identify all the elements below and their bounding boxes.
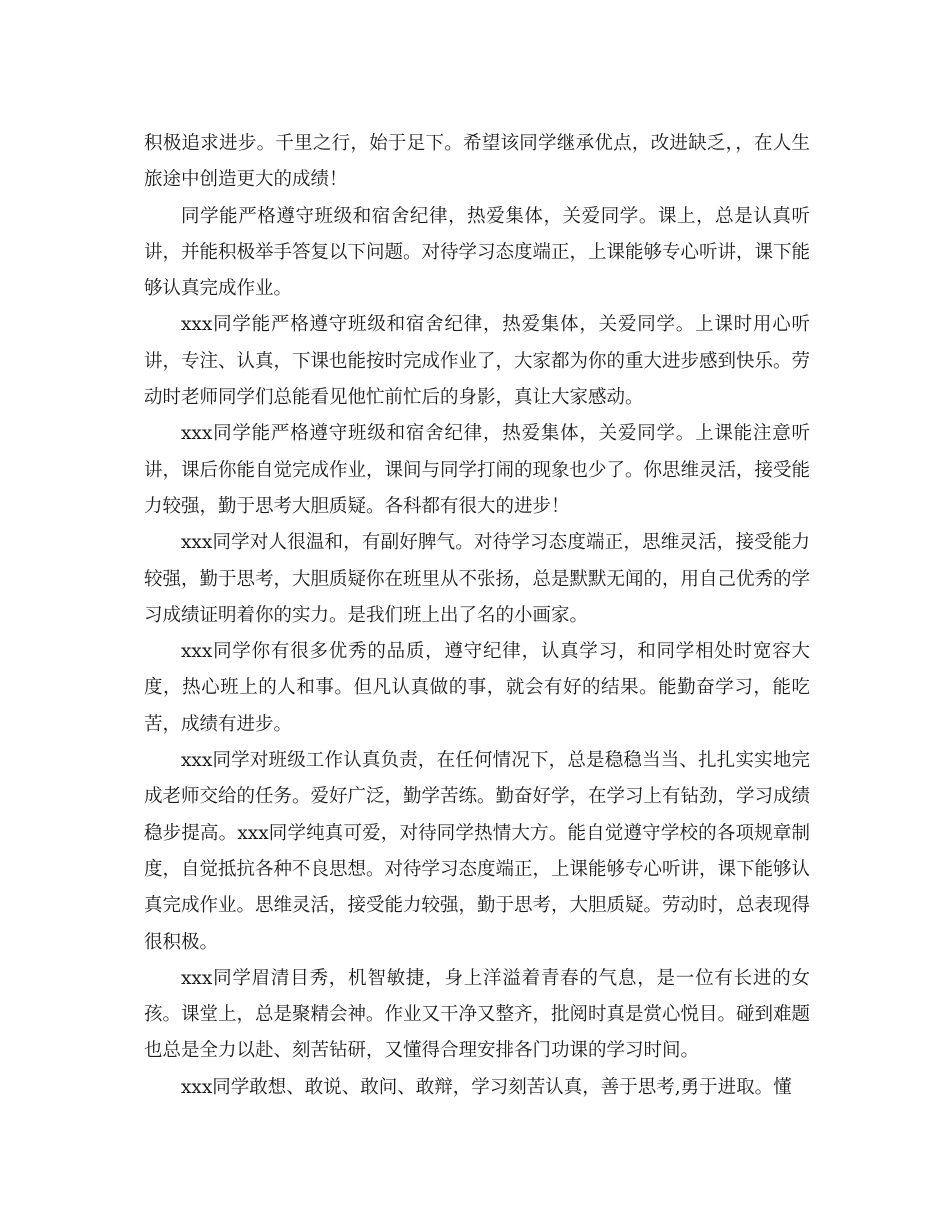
paragraph: xxx同学对班级工作认真负责，在任何情况下，总是稳稳当当、扎扎实实地完成老师交给的任务。爱好广泛，勤学苦练。勤奋好学，在学习上有钻劲，学习成绩稳步提高。xxx同学纯真可爱，对待同学热情大方。能自觉遵守学校的各项规章制度，自觉抵抗各种不良思想。对待学习态度端正，上课能够专心听讲，课下能够认真完成作业。思维灵活，接受能力较强，勤于思考，大胆质疑。劳动时，总表现得很积极。 [144, 750, 811, 953]
paragraph-truncated: xxx同学敢想、敢说、敢问、敢辩，学习刻苦认真，善于思考,勇于进取。懂 [181, 1076, 792, 1098]
paragraph: xxx同学能严格遵守班级和宿舍纪律，热爱集体，关爱同学。上课能注意听讲，课后你能自觉完成作业，课间与同学打闹的现象也少了。你思维灵活，接受能力较强，勤于思考大胆质疑。各科都有很大的进步！ [144, 423, 811, 517]
paragraph: xxx同学对人很温和，有副好脾气。对待学习态度端正，思维灵活，接受能力较强，勤于思考，大胆质疑你在班里从不张扬，总是默默无闻的，用自己优秀的学习成绩证明着你的实力。是我们班上出了名的小画家。 [144, 532, 811, 626]
paragraph: xxx同学眉清目秀，机智敏捷，身上洋溢着青春的气息，是一位有长进的女孩。课堂上，总是聚精会神。作业又干净又整齐，批阅时真是赏心悦目。碰到难题也总是全力以赴、刻苦钻研，又懂得合理安排各门功课的学习时间。 [144, 967, 811, 1062]
document-body [144, 126, 810, 1106]
paragraph: xxx同学你有很多优秀的品质，遵守纪律，认真学习，和同学相处时宽容大度，热心班上的人和事。但凡认真做的事，就会有好的结果。能勤奋学习，能吃苦，成绩有进步。 [144, 641, 810, 735]
paragraph: 同学能严格遵守班级和宿舍纪律，热爱集体，关爱同学。课上，总是认真听讲，并能积极举手答复以下问题。对待学习态度端正，上课能够专心听讲，课下能够认真完成作业。 [144, 205, 811, 300]
paragraph: xxx同学能严格遵守班级和宿舍纪律，热爱集体，关爱同学。上课时用心听讲，专注、认真，下课也能按时完成作业了，大家都为你的重大进步感到快乐。劳动时老师同学们总能看见他忙前忙后的身影，真让大家感动。 [144, 314, 811, 409]
paragraph-continued: 积极追求进步。千里之行，始于足下。希望该同学继承优点，改进缺乏，，在人生旅途中创造更大的成绩！ [144, 133, 810, 191]
